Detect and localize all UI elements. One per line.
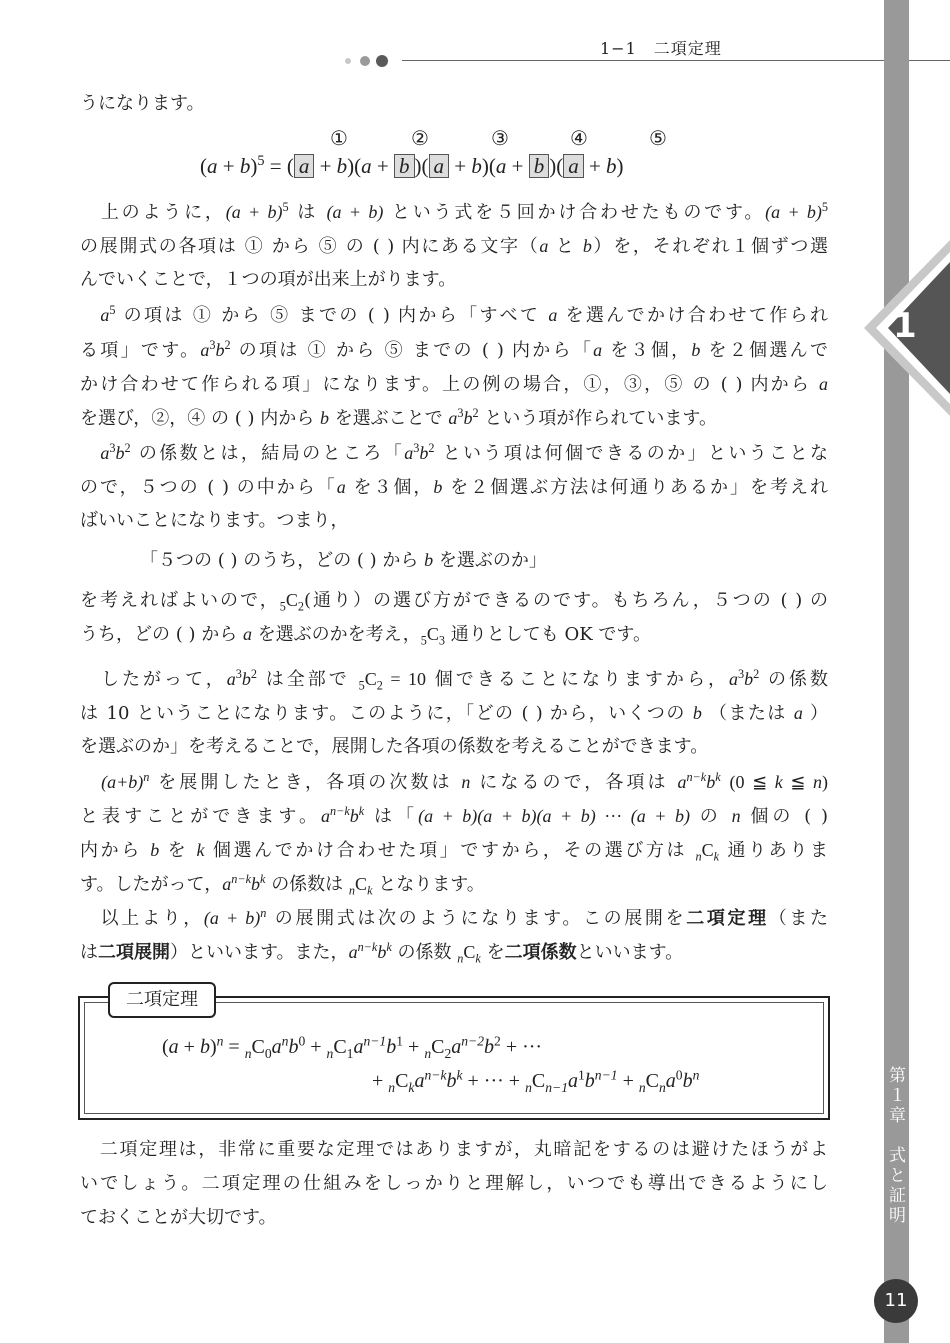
- text-line: る項」です。$a^3b^2$ の項は ① から ⑤ までの ( ) 内から「a を３個，b を２個選んで: [80, 338, 828, 361]
- term-binomial-theorem: 二項定理: [686, 908, 769, 929]
- text-line: 以上より，$(a + b)^n$ の展開式は次のようになります。この展開を二項定理（また: [100, 906, 829, 929]
- page-number: 11: [874, 1279, 918, 1323]
- text-line: の展開式の各項は ① から ⑤ の ( ) 内にある文字（a と b）を，それぞれ１個ずつ選: [80, 236, 828, 257]
- chapter-number: 1: [893, 306, 917, 346]
- theorem-formula-line2: + $_nC_ka^{n-k}b^k$ + ··· + $_nC_{n-1}a^1b^{n-1} + _nC_na^0b^n$: [372, 1067, 700, 1095]
- expansion-formula: $(a + b)^5$ = ( a + b)(a + b )( a + b)(a + b )( a + b): [200, 153, 624, 178]
- text-line: ておくことが大切です。: [80, 1207, 277, 1228]
- choice-label: ④: [570, 126, 588, 150]
- text-line: んでいくことで，１つの項が出来上がります。: [80, 269, 457, 290]
- text-line: $(a+b)^n$ を展開したとき，各項の次数は n になるので，各項は $a^{n-k}b^k$ (0 ≦ k ≦ n): [101, 770, 828, 793]
- choice-label: ⑤: [649, 126, 667, 150]
- text-line: を選び，②，④ の ( ) 内から b を選ぶことで $a^3b^2$ という項が作られています。: [80, 406, 717, 429]
- text-line: $a^3b^2$ の係数とは，結局のところ「$a^3b^2$ という項は何個できるのか」ということな: [100, 441, 829, 464]
- text-line: は 10 ということになります。このように，「どの ( ) から，いくつの b （または a ）: [80, 703, 828, 724]
- term-binomial-expansion: 二項展開: [98, 942, 170, 963]
- header-dot: [376, 55, 388, 67]
- text-line: 「５つの ( ) のうち，どの ( ) から b を選ぶのか」: [140, 550, 547, 571]
- choice-label: ①: [330, 126, 348, 150]
- header-dot: [345, 58, 351, 64]
- chapter-label: 第１章 式と証明: [885, 1066, 905, 1226]
- text-line: 二項定理は，非常に重要な定理ではありますが，丸暗記をするのは避けたほうがよ: [99, 1139, 829, 1160]
- text-line: と表すことができます。$a^{n-k}b^k$ は「(a + b)(a + b)(a + b) ··· (a + b) の n 個の ( ): [80, 804, 828, 827]
- theorem-title: 二項定理: [108, 982, 216, 1018]
- text-line: す。したがって，$a^{n-k}b^k$ の係数は $_nC_k$ となります。: [80, 872, 485, 898]
- text-line: を考えればよいので，$_5C_2$(通り）の選び方ができるのです。もちろん，５つの ( ) の: [80, 590, 828, 614]
- text-line: ので，５つの ( ) の中から「a を３個，b を２個選ぶ方法は何通りあるか」を考えれ: [80, 477, 828, 498]
- text-line: $a^5$ の項は ① から ⑤ までの ( ) 内から「すべて a を選んでかけ合わせて作られ: [100, 303, 829, 326]
- text-line: かけ合わせて作られる項」になります。上の例の場合，①，③，⑤ の ( ) 内から a: [80, 374, 828, 395]
- choice-label: ③: [491, 126, 509, 150]
- text-line: いでしょう。二項定理の仕組みをしっかりと理解し，いつでも導出できるようにし: [80, 1173, 828, 1194]
- text-line: 上のように，$(a + b)^5$ は (a + b) という式を５回かけ合わせたものです。$(a + b)^5$: [100, 200, 829, 223]
- text-line: うち，どの ( ) から a を選ぶのかを考え，$_5C_3$ 通りとしても OK です。: [80, 624, 651, 648]
- text-line: は二項展開）といいます。また，$a^{n-k}b^k$ の係数 $_nC_k$ を二項係数といいます。: [80, 940, 684, 966]
- text-line: したがって，$a^3b^2$ は全部で $_5C_2 = 10$ 個できることになりますから，$a^3b^2$ の係数: [101, 667, 829, 693]
- text-line: 内から b を k 個選んでかけ合わせた項」ですから，その選び方は $_nC_k$ 通りありま: [80, 840, 828, 864]
- theorem-formula-line1: $(a + b)^n = _nC_0a^nb^0 + _nC_1a^{n-1}b^1 + _nC_2a^{n-2}b^2$ + ···: [162, 1033, 543, 1061]
- running-title: 1−1 二項定理: [600, 39, 722, 58]
- header-rule: [402, 60, 950, 61]
- header-dot: [360, 56, 370, 66]
- text-line: ばいいことになります。つまり，: [80, 510, 349, 531]
- text-line: を選ぶのか」を考えることで，展開した各項の係数を考えることができます。: [80, 736, 709, 757]
- term-binomial-coefficient: 二項係数: [504, 942, 577, 963]
- text-line: うになります。: [80, 93, 205, 114]
- choice-label: ②: [411, 126, 429, 150]
